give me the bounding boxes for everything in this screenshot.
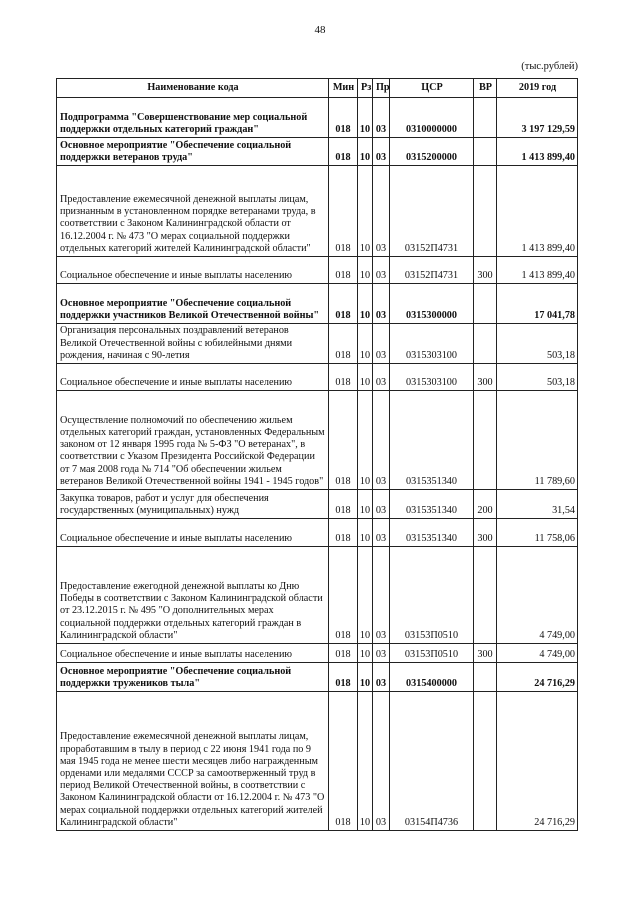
row-rz: 10 bbox=[358, 519, 373, 547]
row-pr: 03 bbox=[373, 324, 390, 364]
table-row bbox=[57, 519, 578, 547]
row-csr: 0315351340 bbox=[390, 490, 474, 519]
table-row bbox=[57, 138, 578, 166]
row-min: 018 bbox=[329, 138, 358, 166]
row-pr: 03 bbox=[373, 644, 390, 663]
row-name: Социальное обеспечение и иные выплаты населению bbox=[57, 364, 329, 391]
row-csr: 0310000000 bbox=[390, 98, 474, 138]
row-pr: 03 bbox=[373, 692, 390, 831]
row-sum: 4 749,00 bbox=[497, 644, 578, 663]
row-name: Предоставление ежемесячной денежной выплаты лицам, признанным в установленном порядке ветеранами труда, в соответствии с Законом Калининградской области от 16.12.2004 г. № 473 "О мерах социальной поддержки отдельных категорий жителей Калининградской области" bbox=[57, 166, 329, 257]
row-pr: 03 bbox=[373, 138, 390, 166]
row-min: 018 bbox=[329, 644, 358, 663]
row-csr: 0315400000 bbox=[390, 663, 474, 692]
table-row bbox=[57, 547, 578, 644]
row-pr: 03 bbox=[373, 257, 390, 284]
row-csr: 0315303100 bbox=[390, 364, 474, 391]
row-rz: 10 bbox=[358, 644, 373, 663]
row-min: 018 bbox=[329, 391, 358, 490]
row-vr bbox=[474, 391, 497, 490]
row-min: 018 bbox=[329, 364, 358, 391]
row-name: Организация персональных поздравлений ветеранов Великой Отечественной войны с юбилейными днями рождения, начиная с 90-летия bbox=[57, 324, 329, 364]
row-sum: 1 413 899,40 bbox=[497, 166, 578, 257]
row-csr: 0315300000 bbox=[390, 284, 474, 324]
row-vr: 300 bbox=[474, 257, 497, 284]
row-csr: 0315303100 bbox=[390, 324, 474, 364]
row-vr bbox=[474, 324, 497, 364]
row-pr: 03 bbox=[373, 166, 390, 257]
row-pr: 03 bbox=[373, 490, 390, 519]
row-rz: 10 bbox=[358, 257, 373, 284]
row-vr bbox=[474, 138, 497, 166]
row-sum: 11 789,60 bbox=[497, 391, 578, 490]
row-name: Осуществление полномочий по обеспечению жильем отдельных категорий граждан, установленных Федеральным законом от 12 января 1995 года № 5-ФЗ "О ветеранах", в соответствии с Указом Президента Российской Федерации от 7 мая 2008 года № 714 "Об обеспечении жильем ветеранов Великой Отечественной войны 1941 - 1945 годов" bbox=[57, 391, 329, 490]
row-rz: 10 bbox=[358, 547, 373, 644]
row-csr: 03154П4736 bbox=[390, 692, 474, 831]
row-min: 018 bbox=[329, 490, 358, 519]
row-rz: 10 bbox=[358, 391, 373, 490]
row-pr: 03 bbox=[373, 663, 390, 692]
row-csr: 03152П4731 bbox=[390, 257, 474, 284]
row-rz: 10 bbox=[358, 284, 373, 324]
row-sum: 24 716,29 bbox=[497, 663, 578, 692]
row-sum: 3 197 129,59 bbox=[497, 98, 578, 138]
row-min: 018 bbox=[329, 324, 358, 364]
budget-table bbox=[56, 78, 578, 831]
row-name: Предоставление ежемесячной денежной выплаты лицам, проработавшим в тылу в период с 22 июня 1941 года по 9 мая 1945 года не менее шести месяцев либо награжденным орденами или медалями СССР за самоотверженный труд в период Великой Отечественной войны, в соответствии с Законом Калининградской области от 16.12.2004 г. № 473 "О мерах социальной поддержки отдельных категорий жителей Калининградской области" bbox=[57, 692, 329, 831]
table-row bbox=[57, 166, 578, 257]
row-vr: 300 bbox=[474, 364, 497, 391]
row-rz: 10 bbox=[358, 364, 373, 391]
row-vr bbox=[474, 284, 497, 324]
row-rz: 10 bbox=[358, 663, 373, 692]
row-sum: 1 413 899,40 bbox=[497, 257, 578, 284]
table-row bbox=[57, 644, 578, 663]
row-csr: 0315351340 bbox=[390, 391, 474, 490]
header-pr: Пр bbox=[373, 79, 390, 98]
row-rz: 10 bbox=[358, 138, 373, 166]
row-csr: 0315351340 bbox=[390, 519, 474, 547]
row-pr: 03 bbox=[373, 284, 390, 324]
table-row bbox=[57, 364, 578, 391]
row-min: 018 bbox=[329, 692, 358, 831]
row-pr: 03 bbox=[373, 391, 390, 490]
table-row bbox=[57, 257, 578, 284]
row-csr: 03153П0510 bbox=[390, 547, 474, 644]
row-name: Предоставление ежегодной денежной выплаты ко Дню Победы в соответствии с Законом Калининградской области от 23.12.2015 г. № 495 "О дополнительных мерах социальной поддержки отдельных категорий граждан в Калининградской области" bbox=[57, 547, 329, 644]
row-vr bbox=[474, 663, 497, 692]
row-min: 018 bbox=[329, 519, 358, 547]
table-row bbox=[57, 98, 578, 138]
row-min: 018 bbox=[329, 98, 358, 138]
table-row bbox=[57, 324, 578, 364]
row-csr: 03153П0510 bbox=[390, 644, 474, 663]
header-row bbox=[57, 79, 578, 98]
header-year: 2019 год bbox=[497, 79, 578, 98]
header-name: Наименование кода bbox=[57, 79, 329, 98]
table-row bbox=[57, 490, 578, 519]
row-pr: 03 bbox=[373, 519, 390, 547]
row-sum: 11 758,06 bbox=[497, 519, 578, 547]
row-pr: 03 bbox=[373, 98, 390, 138]
table-row bbox=[57, 663, 578, 692]
row-sum: 24 716,29 bbox=[497, 692, 578, 831]
row-vr bbox=[474, 547, 497, 644]
table-row bbox=[57, 391, 578, 490]
row-name: Закупка товаров, работ и услуг для обеспечения государственных (муниципальных) нужд bbox=[57, 490, 329, 519]
row-name: Социальное обеспечение и иные выплаты населению bbox=[57, 519, 329, 547]
table-row bbox=[57, 284, 578, 324]
row-name: Основное мероприятие "Обеспечение социальной поддержки ветеранов труда" bbox=[57, 138, 329, 166]
page-number: 48 bbox=[314, 24, 326, 36]
row-rz: 10 bbox=[358, 166, 373, 257]
header-rz: Рз bbox=[358, 79, 373, 98]
row-pr: 03 bbox=[373, 364, 390, 391]
row-vr bbox=[474, 98, 497, 138]
row-name: Социальное обеспечение и иные выплаты населению bbox=[57, 257, 329, 284]
row-sum: 17 041,78 bbox=[497, 284, 578, 324]
header-csr: ЦСР bbox=[390, 79, 474, 98]
table-row bbox=[57, 692, 578, 831]
row-vr: 300 bbox=[474, 644, 497, 663]
row-sum: 503,18 bbox=[497, 324, 578, 364]
row-sum: 4 749,00 bbox=[497, 547, 578, 644]
row-rz: 10 bbox=[358, 98, 373, 138]
units-label: (тыс.рублей) bbox=[521, 61, 578, 72]
row-name: Основное мероприятие "Обеспечение социальной поддержки тружеников тыла" bbox=[57, 663, 329, 692]
row-vr bbox=[474, 692, 497, 831]
row-sum: 31,54 bbox=[497, 490, 578, 519]
row-csr: 03152П4731 bbox=[390, 166, 474, 257]
row-rz: 10 bbox=[358, 324, 373, 364]
row-min: 018 bbox=[329, 547, 358, 644]
row-min: 018 bbox=[329, 284, 358, 324]
row-min: 018 bbox=[329, 257, 358, 284]
row-vr: 300 bbox=[474, 519, 497, 547]
header-vr: ВР bbox=[474, 79, 497, 98]
row-csr: 0315200000 bbox=[390, 138, 474, 166]
row-rz: 10 bbox=[358, 490, 373, 519]
row-vr bbox=[474, 166, 497, 257]
row-sum: 503,18 bbox=[497, 364, 578, 391]
row-min: 018 bbox=[329, 663, 358, 692]
row-name: Социальное обеспечение и иные выплаты населению bbox=[57, 644, 329, 663]
row-sum: 1 413 899,40 bbox=[497, 138, 578, 166]
row-vr: 200 bbox=[474, 490, 497, 519]
row-pr: 03 bbox=[373, 547, 390, 644]
row-rz: 10 bbox=[358, 692, 373, 831]
header-min: Мин bbox=[329, 79, 358, 98]
row-name: Основное мероприятие "Обеспечение социальной поддержки участников Великой Отечественной войны" bbox=[57, 284, 329, 324]
row-min: 018 bbox=[329, 166, 358, 257]
row-name: Подпрограмма "Совершенствование мер социальной поддержки отдельных категорий граждан" bbox=[57, 98, 329, 138]
